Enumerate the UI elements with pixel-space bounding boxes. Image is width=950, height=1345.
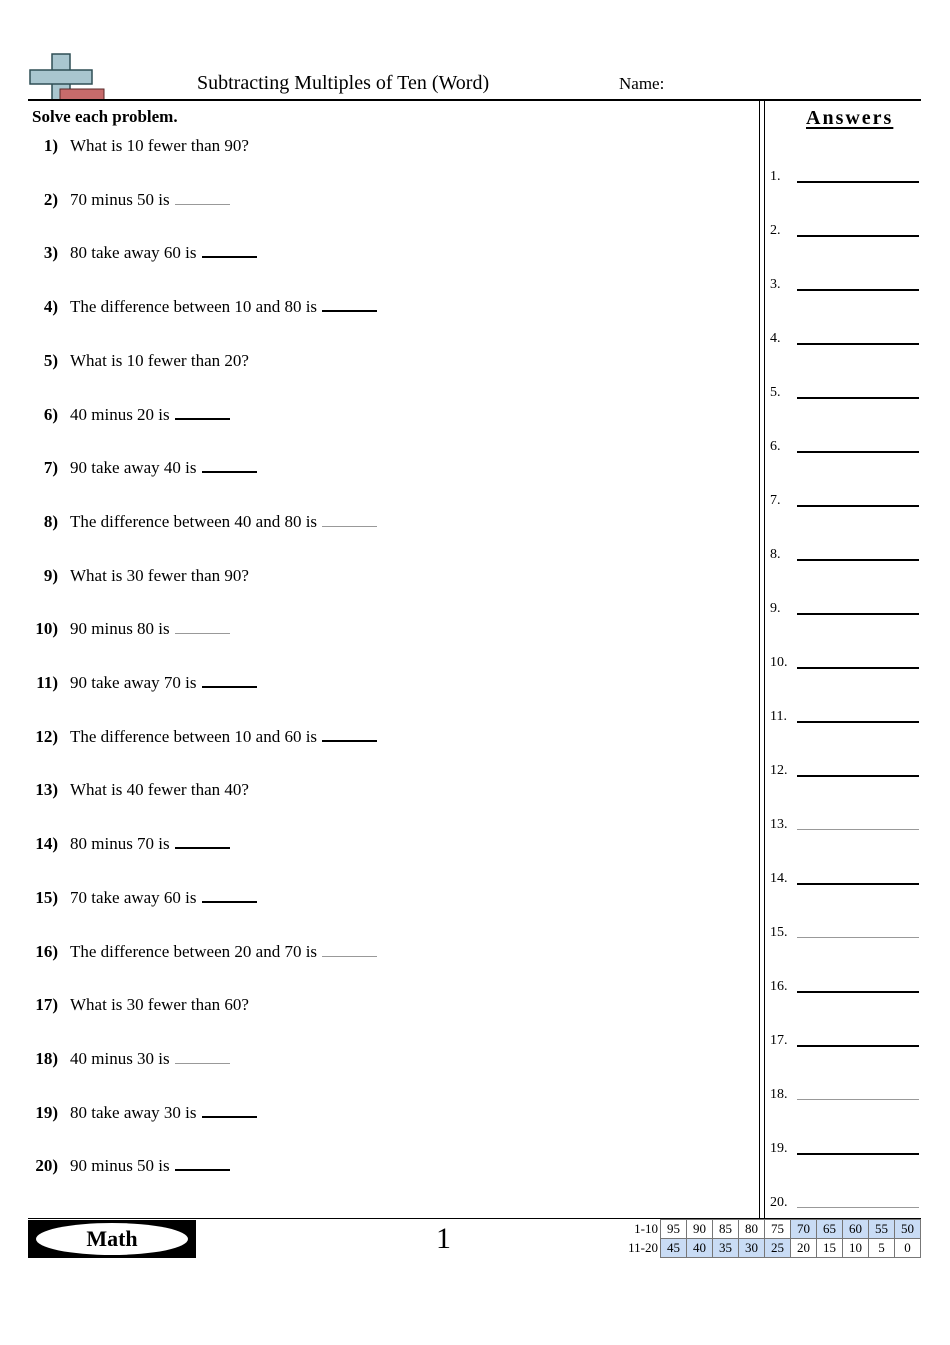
problem-item <box>28 1103 257 1123</box>
answer-blank[interactable] <box>202 900 257 903</box>
score-cell: 95 <box>661 1220 687 1239</box>
problem-item <box>28 619 230 639</box>
header-rule <box>28 99 921 101</box>
answer-item <box>770 331 920 351</box>
answer-item <box>770 601 920 621</box>
answer-line[interactable] <box>797 721 919 723</box>
answer-label: 9. <box>770 601 781 616</box>
answer-blank[interactable] <box>175 1062 230 1064</box>
score-cell: 85 <box>713 1220 739 1239</box>
problem-text: 40 minus 20 is <box>70 404 170 424</box>
answer-label: 7. <box>770 493 781 508</box>
problem-number: 6) <box>43 404 58 424</box>
answer-item <box>770 763 920 783</box>
problem-text: 90 take away 70 is <box>70 673 197 692</box>
answer-label: 13. <box>770 817 788 832</box>
problem-text: 90 minus 50 is <box>70 1156 170 1176</box>
problem-text: What is 10 fewer than 20? <box>70 350 249 370</box>
problem-text: The difference between 10 and 80 is <box>70 297 318 317</box>
score-row-label: 1-10 <box>634 1221 658 1236</box>
problem-text: What is 30 fewer than 60? <box>70 995 249 1015</box>
answer-line[interactable] <box>797 775 919 777</box>
problem-number: 19) <box>35 1102 58 1122</box>
answer-line[interactable] <box>797 991 919 993</box>
divider-line <box>764 101 765 1218</box>
answer-blank[interactable] <box>322 525 377 527</box>
answer-line[interactable] <box>797 505 919 507</box>
answer-item <box>770 1033 920 1053</box>
problem-item <box>28 995 249 1015</box>
problem-text: 80 take away 30 is <box>70 1102 197 1122</box>
answer-label: 11. <box>770 709 787 724</box>
plus-logo-icon <box>28 52 106 102</box>
answer-line[interactable] <box>797 397 919 399</box>
problem-text: 40 minus 30 is <box>70 1048 170 1068</box>
problem-item <box>28 1156 230 1176</box>
answer-label: 1. <box>770 169 781 184</box>
problem-number: 1) <box>43 136 58 155</box>
answer-item <box>770 817 920 837</box>
problem-number: 7) <box>43 458 58 478</box>
problem-item <box>28 942 377 962</box>
answer-line[interactable] <box>797 343 919 345</box>
score-cell: 60 <box>843 1220 869 1239</box>
answers-title: Answers <box>806 107 894 129</box>
math-brand-label: Math <box>36 1223 188 1255</box>
answer-line[interactable] <box>797 1045 919 1047</box>
problem-number: 3) <box>43 243 58 263</box>
answer-label: 10. <box>770 655 788 670</box>
problem-text: The difference between 20 and 70 is <box>70 941 318 961</box>
answer-line[interactable] <box>797 235 919 237</box>
answer-line[interactable] <box>797 289 919 291</box>
score-cell: 45 <box>661 1239 687 1258</box>
page-number: 1 <box>436 1222 451 1255</box>
problem-item <box>28 405 230 425</box>
answer-label: 8. <box>770 547 781 562</box>
problem-number: 11) <box>36 673 58 692</box>
problem-number: 10) <box>35 619 58 639</box>
answer-label: 4. <box>770 331 781 346</box>
score-cell: 65 <box>817 1220 843 1239</box>
problem-item <box>28 834 230 854</box>
problem-item <box>28 512 377 532</box>
answer-line[interactable] <box>797 613 919 615</box>
answer-item <box>770 223 920 243</box>
answer-line[interactable] <box>797 1207 919 1208</box>
problem-item <box>28 351 249 371</box>
answer-blank[interactable] <box>322 739 377 742</box>
score-cell: 35 <box>713 1239 739 1258</box>
score-cell: 20 <box>791 1239 817 1258</box>
problem-item <box>28 1049 230 1069</box>
score-row <box>612 1239 921 1258</box>
answer-label: 15. <box>770 925 788 940</box>
answer-blank[interactable] <box>322 955 377 957</box>
problem-item <box>28 458 257 478</box>
problem-text: What is 10 fewer than 90? <box>70 136 249 155</box>
answer-item <box>770 277 920 297</box>
answer-label: 16. <box>770 979 788 994</box>
score-cell: 90 <box>687 1220 713 1239</box>
answer-item <box>770 655 920 675</box>
problem-item <box>28 190 230 210</box>
answer-item <box>770 385 920 405</box>
answer-label: 12. <box>770 763 788 778</box>
problem-item <box>28 888 257 908</box>
score-cell: 15 <box>817 1239 843 1258</box>
answer-item <box>770 1141 920 1161</box>
problem-number: 14) <box>35 834 58 854</box>
answer-line[interactable] <box>797 937 919 938</box>
instructions: Solve each problem. <box>32 107 178 126</box>
answer-blank[interactable] <box>175 417 230 420</box>
problem-number: 5) <box>43 350 58 370</box>
problem-text: 80 take away 60 is <box>70 243 197 263</box>
problem-number: 9) <box>43 565 58 585</box>
answer-label: 20. <box>770 1195 788 1210</box>
score-cell: 0 <box>895 1239 921 1258</box>
answer-label: 14. <box>770 871 788 886</box>
answer-line[interactable] <box>797 181 919 183</box>
score-cell: 75 <box>765 1220 791 1239</box>
problem-number: 13) <box>35 780 58 800</box>
problem-item <box>28 297 377 317</box>
problem-text: The difference between 10 and 60 is <box>70 726 318 746</box>
score-cell: 55 <box>869 1220 895 1239</box>
problem-number: 15) <box>35 887 58 907</box>
answer-item <box>770 493 920 513</box>
answer-label: 18. <box>770 1087 788 1102</box>
problem-item <box>28 727 377 747</box>
answer-item <box>770 1087 920 1107</box>
problem-item <box>28 673 257 693</box>
divider-line <box>759 101 760 1218</box>
answer-blank[interactable] <box>175 846 230 849</box>
answer-label: 5. <box>770 385 781 400</box>
score-table <box>612 1219 921 1258</box>
problem-number: 16) <box>35 941 58 961</box>
score-cell: 40 <box>687 1239 713 1258</box>
score-cell: 10 <box>843 1239 869 1258</box>
score-cell: 70 <box>791 1220 817 1239</box>
problem-number: 8) <box>43 511 58 531</box>
answer-label: 19. <box>770 1141 788 1156</box>
problem-number: 2) <box>43 189 58 209</box>
problem-text: What is 40 fewer than 40? <box>70 780 249 800</box>
answer-label: 17. <box>770 1033 788 1048</box>
answer-blank[interactable] <box>175 632 230 634</box>
problem-number: 17) <box>35 995 58 1015</box>
worksheet-title: Subtracting Multiples of Ten (Word) <box>197 72 490 94</box>
answer-line[interactable] <box>797 1099 919 1100</box>
problem-number: 4) <box>43 297 58 317</box>
answer-blank[interactable] <box>175 1168 230 1171</box>
problem-item <box>28 136 249 156</box>
answer-line[interactable] <box>797 559 919 561</box>
score-cell: 80 <box>739 1220 765 1239</box>
answer-item <box>770 439 920 459</box>
problem-item <box>28 566 249 586</box>
problem-text: 90 minus 80 is <box>70 619 170 639</box>
problem-item <box>28 243 257 263</box>
score-row-label: 11-20 <box>628 1240 658 1255</box>
answer-line[interactable] <box>797 883 919 885</box>
problem-number: 18) <box>35 1048 58 1068</box>
answer-blank[interactable] <box>202 470 257 473</box>
answer-blank[interactable] <box>202 255 257 258</box>
answer-blank[interactable] <box>322 309 377 312</box>
answer-label: 2. <box>770 223 781 238</box>
problem-number: 12) <box>35 726 58 746</box>
problem-text: 80 minus 70 is <box>70 834 170 854</box>
score-row <box>612 1220 921 1239</box>
answer-item <box>770 925 920 945</box>
problem-text: 70 minus 50 is <box>70 189 170 209</box>
answer-line[interactable] <box>797 667 919 669</box>
answer-item <box>770 1195 920 1215</box>
problem-text: What is 30 fewer than 90? <box>70 565 249 585</box>
answer-item <box>770 979 920 999</box>
answer-item <box>770 709 920 729</box>
answer-label: 6. <box>770 439 781 454</box>
problem-text: The difference between 40 and 80 is <box>70 511 318 531</box>
answer-blank[interactable] <box>202 685 257 688</box>
score-cell: 50 <box>895 1220 921 1239</box>
name-label: Name: <box>619 74 665 93</box>
answer-blank[interactable] <box>175 203 230 205</box>
problem-number: 20) <box>35 1156 58 1176</box>
answer-item <box>770 871 920 891</box>
score-cell: 30 <box>739 1239 765 1258</box>
problem-text: 70 take away 60 is <box>70 887 197 907</box>
answer-item <box>770 169 920 189</box>
answer-label: 3. <box>770 277 781 292</box>
problem-item <box>28 780 249 800</box>
answer-line[interactable] <box>797 451 919 453</box>
answer-line[interactable] <box>797 1153 919 1155</box>
score-cell: 5 <box>869 1239 895 1258</box>
problem-text: 90 take away 40 is <box>70 458 197 478</box>
answer-blank[interactable] <box>202 1115 257 1118</box>
answer-item <box>770 547 920 567</box>
score-cell: 25 <box>765 1239 791 1258</box>
answer-line[interactable] <box>797 829 919 830</box>
math-brand-badge <box>28 1220 196 1258</box>
